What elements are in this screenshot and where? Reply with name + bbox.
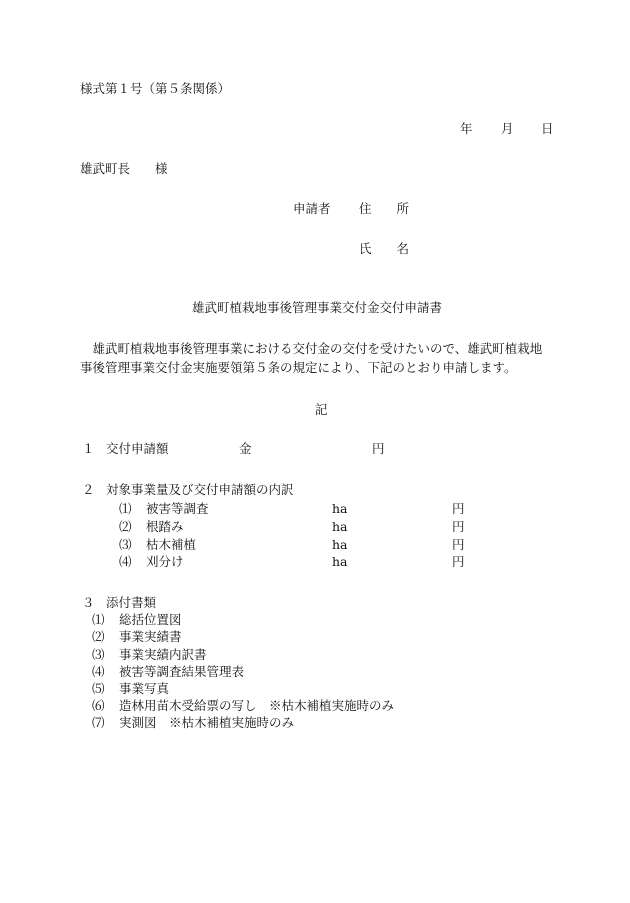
attachment-num: ⑺ <box>92 715 105 730</box>
section2-item-yen: 円 <box>452 501 465 516</box>
date-month-label: 月 <box>501 121 514 136</box>
ki-heading: 記 <box>315 402 328 417</box>
section2-item-num: ⑴ <box>119 501 132 516</box>
name-label: 氏 名 <box>359 241 410 256</box>
attachment-num: ⑷ <box>92 664 105 679</box>
applicant-label: 申請者 <box>293 201 331 216</box>
section2-item-yen: 円 <box>452 554 465 569</box>
attachment-label: 総括位置図 <box>119 612 182 627</box>
attachment-label: 被害等調査結果管理表 <box>119 664 245 679</box>
attachment-num: ⑸ <box>92 681 105 696</box>
attachment-label: 造林用苗木受給票の写し ※枯木補植実施時のみ <box>119 698 395 713</box>
section2-item-label: 枯木補植 <box>146 537 197 552</box>
section2-item-unit: ha <box>332 537 348 552</box>
section2-item-unit: ha <box>332 501 348 516</box>
date-day-label: 日 <box>541 121 554 136</box>
section2-item-yen: 円 <box>452 519 465 534</box>
section2-label: 対象事業量及び交付申請額の内訳 <box>106 482 294 497</box>
addressee: 雄武町長 様 <box>80 161 168 176</box>
section3-label: 添付書類 <box>106 595 157 610</box>
section1-kin: 金 <box>239 441 252 456</box>
attachment-label: 事業写真 <box>119 681 170 696</box>
attachment-label: 事業実績書 <box>119 629 182 644</box>
attachment-num: ⑹ <box>92 698 105 713</box>
section2-item-num: ⑷ <box>119 554 132 569</box>
section2-item-label: 刈分け <box>146 554 184 569</box>
section2-item-label: 被害等調査 <box>146 501 209 516</box>
section2-item-num: ⑶ <box>119 537 132 552</box>
section2-item-unit: ha <box>332 519 348 534</box>
attachment-label: 実測図 ※枯木補植実施時のみ <box>119 715 295 730</box>
attachment-num: ⑶ <box>92 647 105 662</box>
section2-number: ２ <box>82 482 95 497</box>
section1-yen: 円 <box>372 441 385 456</box>
section1-number: １ <box>82 441 95 456</box>
attachment-label: 事業実績内訳書 <box>119 647 207 662</box>
date-year-label: 年 <box>460 121 473 136</box>
address-label: 住 所 <box>359 201 410 216</box>
section2-item-label: 根踏み <box>146 519 184 534</box>
section2-item-num: ⑵ <box>119 519 132 534</box>
form-number: 様式第１号（第５条関係） <box>80 81 231 96</box>
section2-item-yen: 円 <box>452 537 465 552</box>
section1-label: 交付申請額 <box>106 441 169 456</box>
document-title: 雄武町植栽地事後管理事業交付金交付申請書 <box>192 300 443 315</box>
attachment-num: ⑵ <box>92 629 105 644</box>
attachment-num: ⑴ <box>92 612 105 627</box>
body-text-line-1: 雄武町植栽地事後管理事業における交付金の交付を受けたいので、雄武町植栽地 <box>80 341 543 356</box>
section3-number: ３ <box>82 595 95 610</box>
section2-item-unit: ha <box>332 554 348 569</box>
body-text-line-2: 事後管理事業交付金実施要領第５条の規定により、下記のとおり申請します。 <box>80 360 517 375</box>
